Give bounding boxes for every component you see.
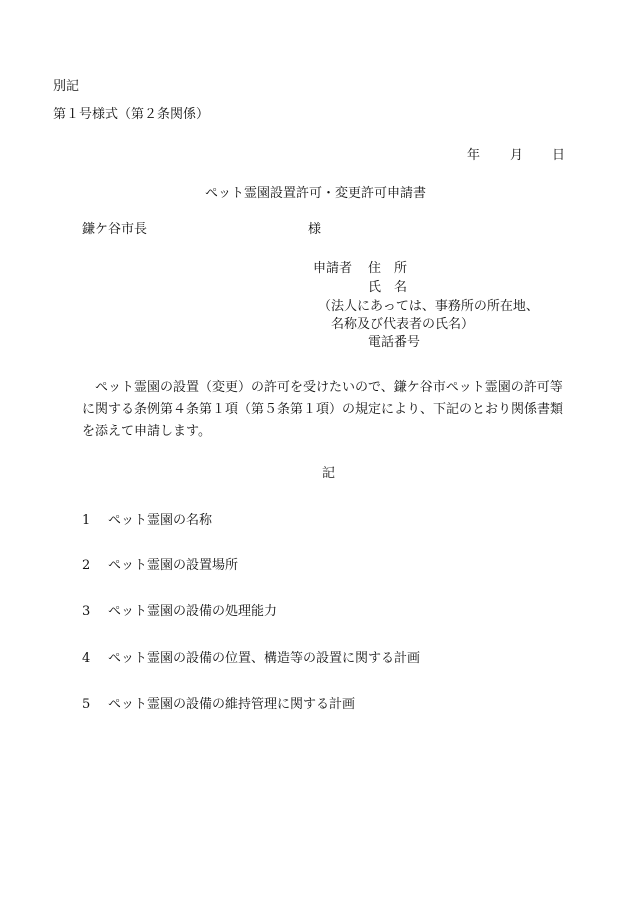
applicant-address-label: 住 所 — [368, 261, 408, 276]
applicant-note-line2: 名称及び代表者の氏名） — [331, 317, 475, 332]
note-heading: 記 — [322, 466, 336, 481]
applicant-phone-label: 電話番号 — [368, 335, 421, 350]
applicant-note-line1: （法人にあっては、事務所の所在地、 — [318, 299, 539, 314]
appendix-label: 別記 — [53, 79, 80, 94]
list-item — [82, 558, 238, 574]
document-title: ペット霊園設置許可・変更許可申請書 — [205, 186, 427, 201]
item-text: ペット霊園の設備の維持管理に関する計画 — [108, 697, 356, 712]
date-year: 年 — [467, 148, 481, 163]
form-number: 第１号様式（第２条関係） — [53, 107, 210, 122]
item-text: ペット霊園の設置場所 — [108, 558, 239, 573]
list-item — [82, 604, 277, 620]
item-text: ペット霊園の名称 — [108, 513, 213, 528]
addressee-name: 鎌ケ谷市長 — [82, 222, 148, 237]
date-month: 月 — [510, 148, 524, 163]
item-number: 2 — [82, 558, 91, 573]
addressee-honorific: 様 — [308, 222, 322, 237]
item-number: 3 — [82, 604, 91, 619]
applicant-label: 申請者 — [313, 261, 353, 276]
item-number: 4 — [82, 651, 91, 666]
date-day: 日 — [552, 148, 566, 163]
item-text: ペット霊園の設備の処理能力 — [108, 604, 278, 619]
body-paragraph — [82, 377, 570, 443]
applicant-name-label: 氏 名 — [368, 280, 408, 295]
list-item — [82, 697, 355, 713]
list-item — [82, 651, 420, 667]
item-text: ペット霊園の設備の位置、構造等の設置に関する計画 — [108, 651, 421, 666]
item-number: 1 — [82, 513, 91, 528]
item-number: 5 — [82, 697, 91, 712]
body-text: ペット霊園の設置（変更）の許可を受けたいので、鎌ケ谷市ペット霊園の許可等に関する条例第４条第１項（第５条第１項）の規定により、下記のとおり関係書類を添えて申請します。 — [82, 380, 564, 439]
list-item — [82, 513, 212, 529]
